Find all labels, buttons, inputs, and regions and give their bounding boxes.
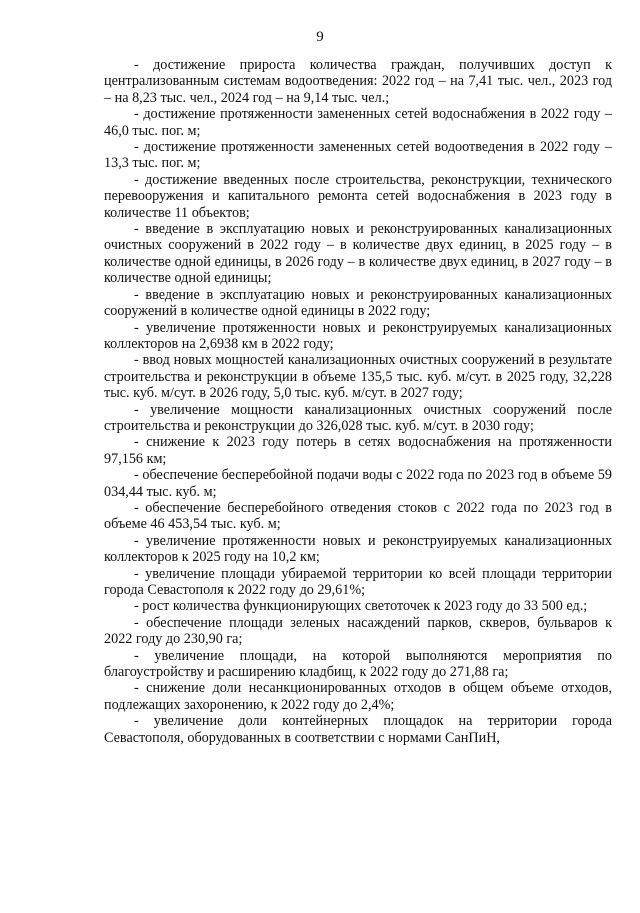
- paragraph: - увеличение мощности канализационных очистных сооружений после строительства и реконструкции до 326,028 тыс. куб. м/сут. в 2030 году;: [104, 401, 612, 434]
- paragraph: - увеличение доли контейнерных площадок на территории города Севастополя, оборудованных в соответствии с нормами СанПиН,: [104, 713, 612, 746]
- paragraph: - снижение к 2023 году потерь в сетях водоснабжения на протяженности 97,156 км;: [104, 434, 612, 467]
- paragraph: - введение в эксплуатацию новых и реконструированных канализационных сооружений в количестве одной единицы в 2022 году;: [104, 286, 612, 320]
- document-body: [104, 57, 612, 746]
- paragraph: - достижение введенных после строительства, реконструкции, технического перевооружения и капитального ремонта сетей водоснабжения в 2023 году в количестве 11 объектов;: [104, 171, 612, 221]
- paragraph: - ввод новых мощностей канализационных очистных сооружений в результате строительства и реконструкции в объеме 135,5 тыс. куб. м/сут. в 2025 году, 32,228 тыс. куб. м/сут. в 2026 году, 5,0 тыс. куб. м/сут. в 2027 году;: [104, 352, 612, 402]
- page-number: 9: [316, 29, 324, 45]
- paragraph: - увеличение площади убираемой территории ко всей площади территории города Севастополя к 2022 году до 29,61%;: [104, 565, 612, 598]
- paragraph: - введение в эксплуатацию новых и реконструированных канализационных очистных сооружений в 2022 году – в количестве двух единиц, в 2025 году – в количестве одной единицы, в 2026 году – в количестве двух единиц, в 2027 году – в количестве одной единицы;: [104, 221, 612, 287]
- paragraph: - увеличение площади, на которой выполняются мероприятия по благоустройству и расширению кладбищ, к 2022 году до 271,88 га;: [104, 647, 612, 681]
- paragraph: - увеличение протяженности новых и реконструируемых канализационных коллекторов к 2025 году на 10,2 км;: [104, 532, 612, 566]
- paragraph: - обеспечение бесперебойной подачи воды с 2022 года по 2023 год в объеме 59 034,44 тыс. куб. м;: [104, 467, 612, 500]
- paragraph: - обеспечение площади зеленых насаждений парков, скверов, бульваров к 2022 году до 230,90 га;: [104, 614, 612, 648]
- paragraph: - достижение протяженности замененных сетей водоотведения в 2022 году – 13,3 тыс. пог. м;: [104, 139, 612, 172]
- paragraph: - снижение доли несанкционированных отходов в общем объеме отходов, подлежащих захоронению, к 2022 году до 2,4%;: [104, 680, 612, 713]
- paragraph: - достижение прироста количества граждан, получивших доступ к централизованным системам водоотведения: 2022 год – на 7,41 тыс. чел., 2023 год – на 8,23 тыс. чел., 2024 год – на 9,14 тыс. чел.;: [104, 57, 612, 106]
- paragraph: - обеспечение бесперебойного отведения стоков с 2022 года по 2023 год в объеме 46 453,54 тыс. куб. м;: [104, 499, 612, 533]
- paragraph: - рост количества функционирующих светоточек к 2023 году до 33 500 ед.;: [134, 598, 588, 615]
- paragraph: - достижение протяженности замененных сетей водоснабжения в 2022 году – 46,0 тыс. пог. м;: [104, 106, 612, 139]
- paragraph: - увеличение протяженности новых и реконструируемых канализационных коллекторов на 2,6938 км в 2022 году;: [104, 319, 612, 352]
